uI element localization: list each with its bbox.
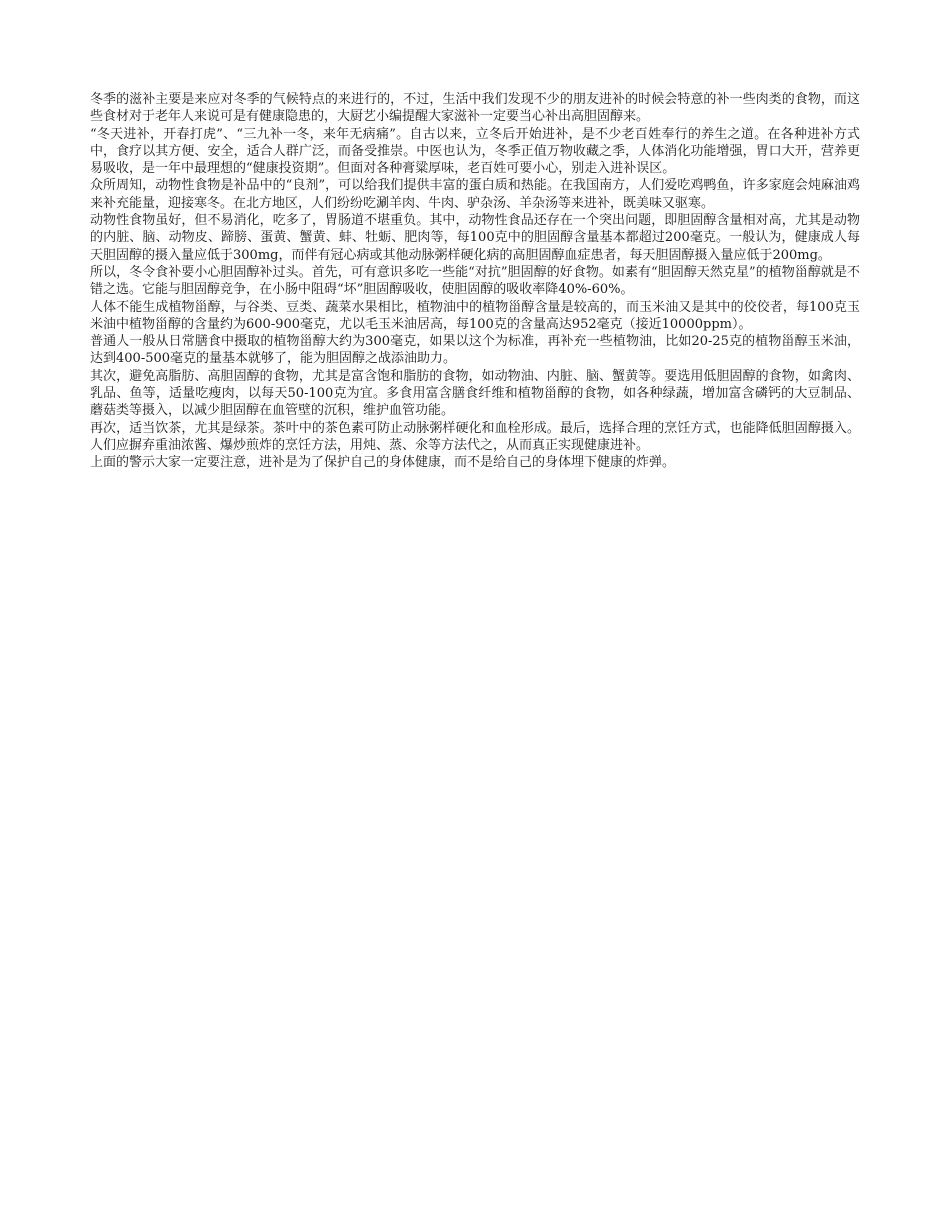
paragraph-winter-tonic: “冬天进补，开春打虎”、“三九补一冬，来年无病痛”。自古以来，立冬后开始进补，是不少老百姓奉行的养生之道。在各种进补方式中，食疗以其方便、安全，适合人群广泛，而备受推崇。中医也认为，冬季正值万物收藏之季，人体消化功能增强，胃口大开，营养更易吸收，是一年中最理想的“健康投资期”。但面对各种膏粱厚味，老百姓可要小心，别走入进补误区。 [90, 126, 860, 177]
paragraph-daily-intake: 普通人一般从日常膳食中摄取的植物甾醇大约为300毫克，如果以这个为标准，再补充一些植物油，比如20-25克的植物甾醇玉米油，达到400-500毫克的量基本就够了，能为胆固醇之战添油助力。 [90, 334, 860, 367]
paragraph-phytosterol: 所以，冬令食补要小心胆固醇补过头。首先，可有意识多吃一些能“对抗”胆固醇的好食物。如素有“胆固醇天然克星”的植物甾醇就是不错之选。它能与胆固醇竞争，在小肠中阻碍“坏”胆固醇吸收，使胆固醇的吸收率降40%-60%。 [90, 264, 860, 298]
paragraph-intro: 冬季的滋补主要是来应对冬季的气候特点的来进行的，不过，生活中我们发现不少的朋友进补的时候会特意的补一些肉类的食物，而这些食材对于老年人来说可是有健康隐患的，大厨艺小编提醒大家滋补一定要当心补出高胆固醇来。 [90, 92, 860, 125]
article-body [90, 91, 860, 472]
paragraph-corn-oil: 人体不能生成植物甾醇，与谷类、豆类、蔬菜水果相比，植物油中的植物甾醇含量是较高的，而玉米油又是其中的佼佼者，每100克玉米油中植物甾醇的含量约为600-900毫克，尤以毛玉米油居高，每100克的含量高达952毫克（接近10000ppm）。 [90, 299, 860, 332]
paragraph-animal-food: 众所周知，动物性食物是补品中的“良剂”，可以给我们提供丰富的蛋白质和热能。在我国南方，人们爱吃鸡鸭鱼，许多家庭会炖麻油鸡来补充能量，迎接寒冬。在北方地区，人们纷纷吃涮羊肉、牛肉、驴杂汤、羊杂汤等来进补，既美味又驱寒。 [90, 178, 860, 211]
paragraph-diet-advice: 其次，避免高脂肪、高胆固醇的食物，尤其是富含饱和脂肪的食物，如动物油、内脏、脑、蟹黄等。要选用低胆固醇的食物，如禽肉、乳品、鱼等，适量吃瘦肉，以每天50-100克为宜。多食用富含膳食纤维和植物甾醇的食物，如各种绿蔬，增加富含磷钙的大豆制品、蘑菇类等摄入，以减少胆固醇在血管壁的沉积，维护血管功能。 [90, 368, 860, 419]
paragraph-tea-cooking: 再次，适当饮茶，尤其是绿茶。茶叶中的茶色素可防止动脉粥样硬化和血栓形成。最后，选择合理的烹饪方式，也能降低胆固醇摄入。人们应摒弃重油浓酱、爆炒煎炸的烹饪方法，用炖、蒸、氽等方法代之，从而真正实现健康进补。 [90, 420, 860, 453]
paragraph-conclusion: 上面的警示大家一定要注意，进补是为了保护自己的身体健康，而不是给自己的身体埋下健康的炸弹。 [90, 455, 676, 471]
paragraph-cholesterol: 动物性食物虽好，但不易消化，吃多了，胃肠道不堪重负。其中，动物性食品还存在一个突出问题，即胆固醇含量相对高，尤其是动物的内脏、脑、动物皮、蹄膀、蛋黄、蟹黄、蚌、牡蛎、肥肉等，每100克中的胆固醇含量基本都超过200毫克。一般认为，健康成人每天胆固醇的摄入量应低于300mg，而伴有冠心病或其他动脉粥样硬化病的高胆固醇血症患者，每天胆固醇摄入量应低于200mg。 [90, 213, 860, 263]
